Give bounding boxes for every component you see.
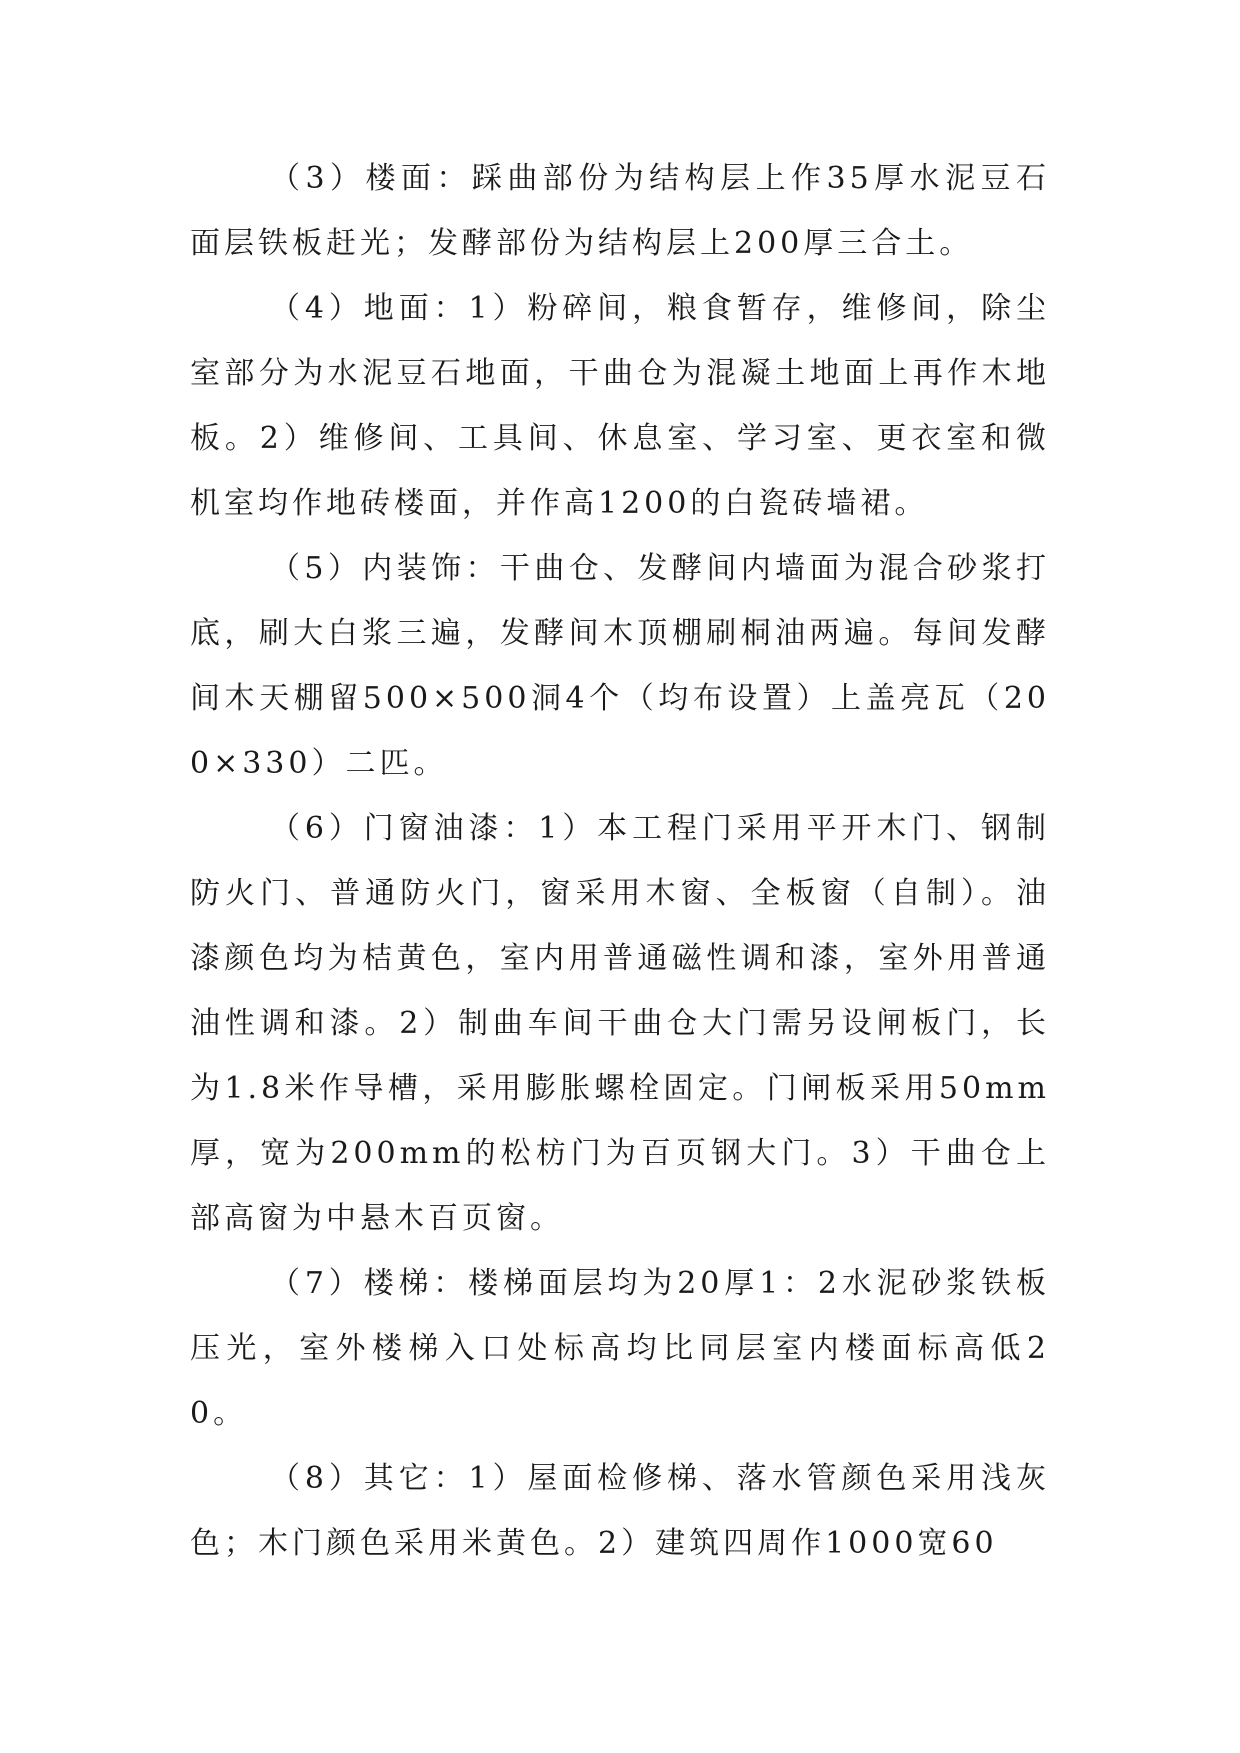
paragraph-ground-surface: （4）地面：1）粉碎间，粮食暂存，维修间，除尘室部分为水泥豆石地面，干曲仓为混凝土地面上再作木地板。2）维修间、工具间、休息室、学习室、更衣室和微机室均作地砖楼面，并作高1200的白瓷砖墙裙。	[190, 291, 1050, 521]
paragraph-doors-windows-paint: （6）门窗油漆：1）本工程门采用平开木门、钢制防火门、普通防火门，窗采用木窗、全板窗（自制）。油漆颜色均为桔黄色，室内用普通磁性调和漆，室外用普通油性调和漆。2）制曲车间干曲仓大门需另设闸板门，长为1.8米作导槽，采用膨胀螺栓固定。门闸板采用50mm厚，宽为200mm的松枋门为百页钢大门。3）干曲仓上部高窗为中悬木百页窗。	[190, 811, 1050, 1236]
document-body	[190, 146, 1050, 1576]
paragraph-interior-decoration: （5）内装饰：干曲仓、发酵间内墙面为混合砂浆打底，刷大白浆三遍，发酵间木顶棚刷桐油两遍。每间发酵间木天棚留500×500洞4个（均布设置）上盖亮瓦（200×330）二匹。	[190, 551, 1050, 781]
paragraph-floor-surface: （3）楼面：踩曲部份为结构层上作35厚水泥豆石面层铁板赶光；发酵部份为结构层上200厚三合土。	[190, 161, 1050, 261]
paragraph-stairs: （7）楼梯：楼梯面层均为20厚1：2水泥砂浆铁板压光，室外楼梯入口处标高均比同层室内楼面标高低20。	[190, 1266, 1050, 1431]
paragraph-others: （8）其它：1）屋面检修梯、落水管颜色采用浅灰色；木门颜色采用米黄色。2）建筑四周作1000宽60	[190, 1461, 1050, 1561]
